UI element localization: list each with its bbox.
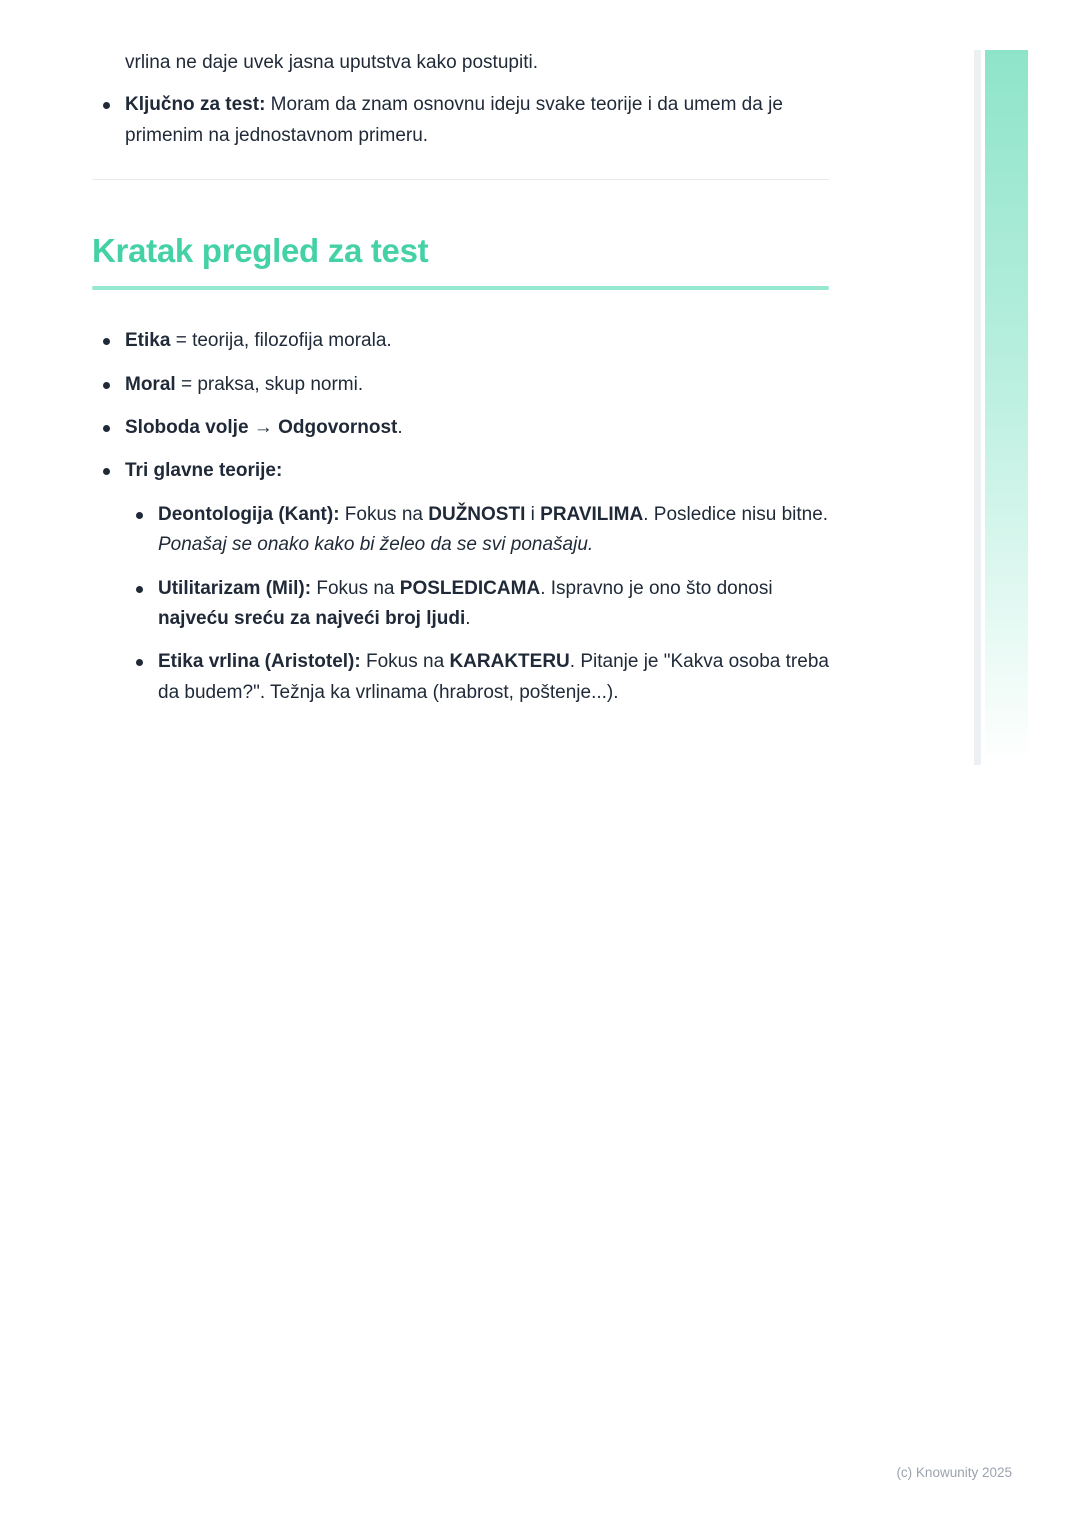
text-segment: . Posledice nisu bitne. <box>643 503 829 525</box>
text-segment: = teorija, filozofija morala. <box>170 330 392 352</box>
text-segment: Sloboda volje <box>125 416 249 438</box>
text-segment: Tri glavne teorije: <box>125 460 283 482</box>
text-segment: Moram da znam osnovnu ideju svake teorije i da umem da je primenim na jednostavnom primeru. <box>125 94 783 146</box>
text-segment: . Ispravno je ono što donosi <box>540 577 773 599</box>
section-title: Kratak pregled za test <box>92 232 429 270</box>
text-segment: Fokus na <box>339 503 429 525</box>
list-item <box>92 456 829 486</box>
list-item <box>92 326 829 356</box>
list-item <box>92 370 829 400</box>
text-segment: → <box>248 416 279 438</box>
text-segment: Ponašaj se onako kako bi želeo da se svi ponašaju. <box>158 534 594 556</box>
text-segment: PRAVILIMA <box>540 503 644 525</box>
text-segment: . <box>465 607 471 629</box>
text-segment: = praksa, skup normi. <box>175 373 364 395</box>
text-segment: vrlina ne daje uvek jasna uputstva kako postupiti. <box>125 52 538 73</box>
continuation-text <box>125 48 829 78</box>
text-segment: . Pitanje je "Kakva osoba treba da budem?". Težnja ka vrlinama (hrabrost, poštenje...). <box>158 651 829 703</box>
copyright: (c) Knowunity 2025 <box>896 1465 1012 1480</box>
list-item <box>125 574 829 635</box>
intro-list <box>92 90 829 151</box>
text-segment: Utilitarizam (Mil): <box>158 577 312 599</box>
section-divider <box>92 179 829 180</box>
text-segment: Etika <box>125 330 171 352</box>
text-segment: KARAKTERU <box>449 651 570 673</box>
page-content <box>92 48 829 721</box>
list-item <box>125 500 829 561</box>
text-segment: Moral <box>125 373 176 395</box>
text-segment: . <box>397 416 403 438</box>
right-edge-line <box>974 50 981 765</box>
right-gradient-bar <box>985 50 1028 765</box>
text-segment: Etika vrlina (Aristotel): <box>158 651 361 673</box>
text-segment: Deontologija (Kant): <box>158 503 340 525</box>
text-segment: Fokus na <box>360 651 450 673</box>
text-segment: Ključno za test: <box>125 94 266 116</box>
text-segment: POSLEDICAMA <box>399 577 541 599</box>
summary-list <box>92 326 829 708</box>
text-segment: Odgovornost <box>278 416 398 438</box>
title-underline <box>92 286 829 290</box>
text-segment: najveću sreću za najveći broj ljudi <box>158 607 466 629</box>
text-segment: Fokus na <box>311 577 400 599</box>
text-segment: DUŽNOSTI <box>428 503 526 525</box>
list-item <box>92 90 829 151</box>
list-item <box>125 647 829 708</box>
list-item <box>92 413 829 443</box>
text-segment: i <box>525 503 541 525</box>
